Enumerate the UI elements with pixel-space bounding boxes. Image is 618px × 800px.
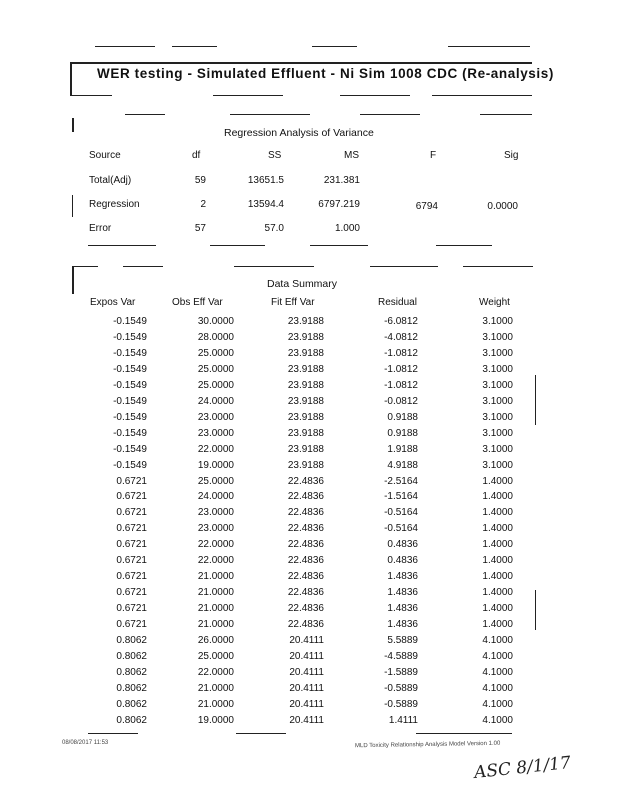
summary-cell-weight: 3.1000 — [482, 427, 513, 439]
summary-cell-obs-eff-var: 28.0000 — [197, 331, 234, 343]
anova-col-sig: Sig — [504, 150, 519, 161]
summary-cell-expos-var: 0.8062 — [116, 714, 147, 726]
summary-cell-obs-eff-var: 19.0000 — [197, 459, 234, 471]
summary-cell-fit-eff-var: 22.4836 — [287, 555, 324, 567]
title-box-top — [70, 62, 532, 64]
anova-top-a — [125, 114, 165, 115]
summary-cell-weight: 3.1000 — [482, 395, 513, 407]
summary-cell-residual: -1.0812 — [384, 363, 418, 375]
summary-col-expos: Expos Var — [90, 297, 136, 308]
anova-row-regression-df: 2 — [200, 199, 206, 210]
summary-bottom-b — [236, 733, 286, 734]
summary-cell-obs-eff-var: 21.0000 — [197, 571, 234, 583]
summary-cell-weight: 3.1000 — [482, 347, 513, 359]
summary-cell-residual: 0.9188 — [387, 411, 418, 423]
title-box-top-mid — [172, 46, 217, 47]
anova-bottom-d — [436, 245, 492, 246]
summary-top-d — [370, 266, 438, 267]
summary-cell-residual: 1.9188 — [387, 443, 418, 455]
summary-cell-expos-var: -0.1549 — [113, 347, 147, 359]
summary-cell-obs-eff-var: 21.0000 — [197, 698, 234, 710]
summary-cell-residual: -4.5889 — [384, 650, 418, 662]
summary-cell-residual: 1.4111 — [388, 714, 418, 726]
summary-cell-weight: 4.1000 — [482, 682, 513, 694]
summary-cell-fit-eff-var: 22.4836 — [287, 571, 324, 583]
anova-row-error-source: Error — [89, 223, 112, 234]
anova-left-b — [72, 195, 73, 217]
summary-cell-fit-eff-var: 20.4111 — [289, 666, 324, 678]
anova-row-regression-sig: 0.0000 — [487, 201, 518, 212]
summary-cell-residual: -0.0812 — [384, 395, 418, 407]
summary-cell-fit-eff-var: 22.4836 — [287, 491, 324, 503]
summary-cell-expos-var: -0.1549 — [113, 411, 147, 423]
summary-cell-residual: 0.4836 — [387, 539, 418, 551]
summary-cell-residual: 5.5889 — [387, 635, 418, 646]
title-box-bottom-b — [213, 95, 283, 96]
summary-cell-fit-eff-var: 22.4836 — [287, 619, 324, 631]
summary-cell-expos-var: -0.1549 — [113, 443, 147, 455]
summary-cell-fit-eff-var: 20.4111 — [289, 714, 324, 726]
summary-cell-expos-var: 0.6721 — [116, 475, 147, 487]
summary-cell-obs-eff-var: 25.0000 — [197, 363, 234, 375]
summary-bottom-a — [88, 733, 138, 734]
summary-cell-residual: -0.5164 — [384, 507, 418, 519]
summary-cell-obs-eff-var: 23.0000 — [197, 411, 234, 423]
summary-cell-expos-var: 0.6721 — [116, 507, 147, 519]
anova-row-regression-ss: 13594.4 — [247, 199, 284, 210]
summary-cell-weight: 4.1000 — [482, 635, 513, 646]
summary-cell-residual: -1.0812 — [384, 379, 418, 391]
anova-top-d — [480, 114, 532, 115]
summary-cell-residual: 1.4836 — [387, 619, 418, 631]
summary-cell-weight: 3.1000 — [482, 331, 513, 343]
summary-cell-weight: 1.4000 — [482, 619, 513, 631]
summary-cell-residual: 1.4836 — [387, 571, 418, 583]
summary-cell-fit-eff-var: 22.4836 — [287, 539, 324, 551]
summary-cell-obs-eff-var: 21.0000 — [197, 682, 234, 694]
summary-cell-expos-var: 0.8062 — [116, 666, 147, 678]
summary-right-a — [535, 375, 536, 425]
summary-cell-fit-eff-var: 22.4836 — [287, 587, 324, 599]
summary-cell-obs-eff-var: 24.0000 — [197, 491, 234, 503]
anova-top-c — [360, 114, 420, 115]
summary-cell-expos-var: -0.1549 — [113, 459, 147, 471]
title-box-bottom-d — [432, 95, 532, 96]
summary-cell-expos-var: 0.6721 — [116, 555, 147, 567]
page-title: WER testing - Simulated Effluent - Ni Sim 1008 CDC (Re-analysis) — [97, 66, 554, 81]
anova-bottom-a — [88, 245, 156, 246]
summary-col-residual: Residual — [378, 297, 417, 308]
summary-cell-fit-eff-var: 23.9188 — [287, 379, 324, 391]
summary-cell-obs-eff-var: 23.0000 — [197, 523, 234, 535]
summary-cell-fit-eff-var: 22.4836 — [287, 475, 324, 487]
summary-cell-fit-eff-var: 20.4111 — [289, 635, 324, 646]
summary-cell-weight: 4.1000 — [482, 714, 513, 726]
summary-cell-fit-eff-var: 23.9188 — [287, 347, 324, 359]
summary-top-e — [463, 266, 533, 267]
summary-cell-obs-eff-var: 25.0000 — [197, 650, 234, 662]
summary-cell-expos-var: 0.8062 — [116, 682, 147, 694]
summary-cell-residual: -1.5889 — [384, 666, 418, 678]
summary-cell-residual: -1.5164 — [384, 491, 418, 503]
title-box-top-mid2 — [312, 46, 357, 47]
summary-cell-fit-eff-var: 23.9188 — [287, 363, 324, 375]
summary-cell-weight: 1.4000 — [482, 475, 513, 487]
summary-cell-expos-var: -0.1549 — [113, 379, 147, 391]
anova-col-ms: MS — [344, 150, 359, 161]
summary-cell-obs-eff-var: 25.0000 — [197, 347, 234, 359]
summary-cell-obs-eff-var: 22.0000 — [197, 539, 234, 551]
anova-col-f: F — [430, 150, 437, 161]
anova-col-source: Source — [89, 150, 121, 161]
anova-top-b — [230, 114, 310, 115]
summary-cell-residual: 1.4836 — [387, 603, 418, 615]
summary-cell-expos-var: 0.6721 — [116, 587, 147, 599]
summary-cell-residual: 4.9188 — [387, 459, 418, 471]
anova-bottom-c — [310, 245, 368, 246]
anova-col-ss: SS — [268, 150, 282, 161]
summary-cell-expos-var: -0.1549 — [113, 331, 147, 343]
summary-cell-weight: 1.4000 — [482, 571, 513, 583]
summary-cell-weight: 3.1000 — [482, 411, 513, 423]
summary-cell-weight: 1.4000 — [482, 555, 513, 567]
anova-heading: Regression Analysis of Variance — [224, 127, 374, 139]
summary-cell-obs-eff-var: 25.0000 — [197, 379, 234, 391]
summary-left — [72, 266, 74, 294]
summary-cell-expos-var: 0.6721 — [116, 491, 147, 503]
summary-cell-residual: -4.0812 — [384, 331, 418, 343]
summary-cell-residual: -0.5889 — [384, 698, 418, 710]
anova-row-error-ss: 57.0 — [264, 223, 284, 234]
anova-row-total-source: Total(Adj) — [89, 175, 132, 186]
summary-heading: Data Summary — [267, 278, 338, 290]
summary-cell-obs-eff-var: 25.0000 — [197, 475, 234, 487]
summary-cell-weight: 3.1000 — [482, 459, 513, 471]
footer-right: MLD Toxicity Relationship Analysis Model Version 1.00 — [354, 740, 501, 750]
summary-cell-weight: 1.4000 — [482, 539, 513, 551]
summary-cell-fit-eff-var: 23.9188 — [287, 459, 324, 471]
summary-cell-obs-eff-var: 23.0000 — [197, 427, 234, 439]
anova-row-total-ms: 231.381 — [323, 175, 360, 186]
title-box-bottom-c — [340, 95, 410, 96]
summary-col-weight: Weight — [479, 297, 510, 308]
summary-col-obs: Obs Eff Var — [172, 297, 223, 308]
anova-row-error-ms: 1.000 — [334, 223, 360, 234]
anova-col-df: df — [192, 150, 201, 161]
summary-cell-obs-eff-var: 21.0000 — [197, 587, 234, 599]
summary-cell-fit-eff-var: 20.4111 — [289, 650, 324, 662]
summary-cell-weight: 1.4000 — [482, 507, 513, 519]
summary-cell-expos-var: 0.6721 — [116, 571, 147, 583]
title-box-left — [70, 62, 72, 95]
summary-cell-residual: 1.4836 — [387, 587, 418, 599]
summary-cell-residual: 0.9188 — [387, 427, 418, 439]
summary-top-b — [123, 266, 163, 267]
anova-row-regression-f: 6794 — [415, 201, 438, 212]
summary-cell-residual: -0.5889 — [384, 682, 418, 694]
summary-cell-weight: 1.4000 — [482, 523, 513, 535]
summary-cell-fit-eff-var: 23.9188 — [287, 316, 324, 327]
summary-cell-obs-eff-var: 21.0000 — [197, 603, 234, 615]
summary-cell-obs-eff-var: 24.0000 — [197, 395, 234, 407]
summary-cell-residual: -6.0812 — [384, 316, 418, 327]
summary-cell-fit-eff-var: 23.9188 — [287, 427, 324, 439]
summary-cell-obs-eff-var: 22.0000 — [197, 555, 234, 567]
anova-left-a — [72, 118, 74, 132]
summary-cell-fit-eff-var: 22.4836 — [287, 523, 324, 535]
summary-cell-fit-eff-var: 23.9188 — [287, 395, 324, 407]
title-box-top-right — [448, 46, 530, 47]
summary-col-fit: Fit Eff Var — [271, 297, 315, 308]
title-box-top-left — [95, 46, 155, 47]
summary-cell-fit-eff-var: 23.9188 — [287, 411, 324, 423]
summary-cell-residual: -0.5164 — [384, 523, 418, 535]
summary-cell-obs-eff-var: 19.0000 — [197, 714, 234, 726]
summary-cell-fit-eff-var: 23.9188 — [287, 443, 324, 455]
summary-cell-weight: 3.1000 — [482, 443, 513, 455]
summary-top-a — [72, 266, 98, 267]
summary-cell-fit-eff-var: 23.9188 — [287, 331, 324, 343]
summary-cell-weight: 3.1000 — [482, 379, 513, 391]
summary-cell-weight: 3.1000 — [482, 316, 513, 327]
summary-cell-expos-var: 0.8062 — [116, 698, 147, 710]
summary-cell-weight: 4.1000 — [482, 698, 513, 710]
summary-cell-expos-var: -0.1549 — [113, 316, 147, 327]
summary-cell-residual: -1.0812 — [384, 347, 418, 359]
anova-bottom-b — [210, 245, 265, 246]
handwritten-signature: ASC 8/1/17 — [473, 752, 572, 784]
summary-cell-expos-var: 0.6721 — [116, 539, 147, 551]
summary-cell-expos-var: 0.6721 — [116, 603, 147, 615]
summary-cell-weight: 4.1000 — [482, 650, 513, 662]
summary-cell-expos-var: 0.6721 — [116, 619, 147, 631]
summary-cell-obs-eff-var: 21.0000 — [197, 619, 234, 631]
anova-row-total-ss: 13651.5 — [247, 175, 284, 186]
summary-cell-fit-eff-var: 20.4111 — [289, 698, 324, 710]
summary-cell-obs-eff-var: 22.0000 — [197, 666, 234, 678]
summary-cell-weight: 1.4000 — [482, 603, 513, 615]
summary-cell-weight: 4.1000 — [482, 666, 513, 678]
anova-row-regression-ms: 6797.219 — [318, 199, 360, 210]
summary-cell-fit-eff-var: 22.4836 — [287, 507, 324, 519]
summary-cell-weight: 1.4000 — [482, 587, 513, 599]
anova-row-regression-source: Regression — [89, 199, 140, 210]
summary-cell-expos-var: -0.1549 — [113, 427, 147, 439]
summary-cell-weight: 3.1000 — [482, 363, 513, 375]
footer-left: 08/08/2017 11:53 — [62, 740, 109, 746]
summary-bottom-c — [416, 733, 512, 734]
summary-top-c — [234, 266, 314, 267]
summary-cell-expos-var: 0.8062 — [116, 650, 147, 662]
summary-cell-fit-eff-var: 20.4111 — [289, 682, 324, 694]
summary-cell-fit-eff-var: 22.4836 — [287, 603, 324, 615]
anova-row-total-df: 59 — [194, 175, 206, 186]
summary-cell-obs-eff-var: 23.0000 — [197, 507, 234, 519]
anova-row-error-df: 57 — [194, 223, 206, 234]
summary-cell-expos-var: -0.1549 — [113, 395, 147, 407]
summary-cell-residual: -2.5164 — [384, 475, 418, 487]
summary-cell-expos-var: -0.1549 — [113, 363, 147, 375]
summary-cell-expos-var: 0.8062 — [116, 635, 147, 646]
title-box-bottom-a — [70, 95, 112, 96]
summary-right-b — [535, 590, 536, 630]
summary-cell-residual: 0.4836 — [387, 555, 418, 567]
summary-cell-obs-eff-var: 30.0000 — [197, 316, 234, 327]
summary-cell-expos-var: 0.6721 — [116, 523, 147, 535]
summary-cell-weight: 1.4000 — [482, 491, 513, 503]
summary-cell-obs-eff-var: 22.0000 — [197, 443, 234, 455]
summary-cell-obs-eff-var: 26.0000 — [197, 635, 234, 646]
